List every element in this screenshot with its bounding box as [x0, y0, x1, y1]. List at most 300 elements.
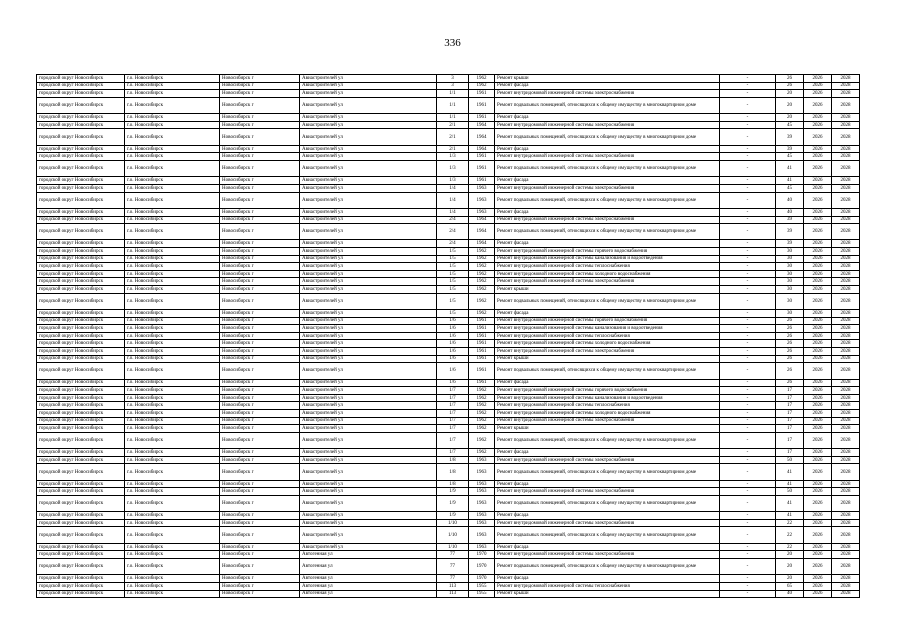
cell-municipal-district: городской округ Новосибирск	[37, 425, 125, 433]
cell-blank-mark: -	[720, 177, 776, 185]
cell-work-type: Ремонт подвальных помещений, относящихся к общему имуществу в многоквартирном доме	[495, 129, 720, 145]
cell-street: Авиастроителей ул	[300, 145, 437, 153]
cell-house-number: 1/6	[437, 355, 469, 363]
table-row	[37, 512, 860, 520]
cell-settlement: г.о. Новосибирск	[125, 75, 220, 83]
table-row	[37, 270, 860, 278]
cell-municipal-district: городской округ Новосибирск	[37, 160, 125, 176]
cell-build-year: 1955	[469, 583, 495, 591]
cell-build-year: 1961	[469, 114, 495, 122]
cell-work-type: Ремонт внутридомовой инженерной системы холодного водоснабжения	[495, 409, 720, 417]
cell-build-year: 1961	[469, 379, 495, 387]
cell-cost-index: 17	[776, 425, 804, 433]
cell-settlement: г.о. Новосибирск	[125, 286, 220, 294]
cell-cost-index: 17	[776, 402, 804, 410]
cell-locality: Новосибирск г	[220, 145, 300, 153]
cell-municipal-district: городской округ Новосибирск	[37, 286, 125, 294]
cell-start-year: 2026	[804, 488, 832, 496]
cell-settlement: г.о. Новосибирск	[125, 270, 220, 278]
cell-start-year: 2026	[804, 583, 832, 591]
cell-municipal-district: городской округ Новосибирск	[37, 153, 125, 161]
cell-start-year: 2026	[804, 340, 832, 348]
cell-blank-mark: -	[720, 121, 776, 129]
cell-settlement: г.о. Новосибирск	[125, 129, 220, 145]
cell-street: Авиастроителей ул	[300, 480, 437, 488]
cell-blank-mark: -	[720, 480, 776, 488]
cell-cost-index: 40	[776, 208, 804, 216]
cell-cost-index: 26	[776, 317, 804, 325]
cell-start-year: 2026	[804, 216, 832, 224]
cell-cost-index: 65	[776, 583, 804, 591]
cell-blank-mark: -	[720, 575, 776, 583]
cell-end-year: 2028	[832, 355, 860, 363]
table-row	[37, 527, 860, 543]
cell-start-year: 2026	[804, 590, 832, 598]
cell-locality: Новосибирск г	[220, 495, 300, 511]
cell-blank-mark: -	[720, 310, 776, 318]
cell-build-year: 1961	[469, 317, 495, 325]
cell-settlement: г.о. Новосибирск	[125, 456, 220, 464]
cell-municipal-district: городской округ Новосибирск	[37, 519, 125, 527]
table-row	[37, 340, 860, 348]
cell-blank-mark: -	[720, 456, 776, 464]
cell-work-type: Ремонт фасада	[495, 379, 720, 387]
cell-end-year: 2028	[832, 160, 860, 176]
cell-street: Авиастроителей ул	[300, 270, 437, 278]
cell-street: Авиастроителей ул	[300, 449, 437, 457]
cell-end-year: 2028	[832, 75, 860, 83]
cell-locality: Новосибирск г	[220, 160, 300, 176]
cell-cost-index: 17	[776, 449, 804, 457]
cell-work-type: Ремонт фасада	[495, 310, 720, 318]
cell-cost-index: 17	[776, 432, 804, 448]
cell-street: Авиастроителей ул	[300, 255, 437, 263]
cell-municipal-district: городской округ Новосибирск	[37, 432, 125, 448]
cell-blank-mark: -	[720, 278, 776, 286]
cell-end-year: 2028	[832, 432, 860, 448]
cell-cost-index: 30	[776, 270, 804, 278]
cell-settlement: г.о. Новосибирск	[125, 464, 220, 480]
cell-house-number: 1/9	[437, 512, 469, 520]
cell-cost-index: 41	[776, 480, 804, 488]
cell-cost-index: 26	[776, 325, 804, 333]
cell-cost-index: 50	[776, 456, 804, 464]
cell-cost-index: 30	[776, 293, 804, 309]
cell-end-year: 2028	[832, 240, 860, 248]
cell-work-type: Ремонт крыши	[495, 286, 720, 294]
table-row	[37, 192, 860, 208]
cell-settlement: г.о. Новосибирск	[125, 425, 220, 433]
cell-house-number: 1/4	[437, 184, 469, 192]
cell-street: Авиастроителей ул	[300, 129, 437, 145]
cell-locality: Новосибирск г	[220, 248, 300, 256]
cell-start-year: 2026	[804, 121, 832, 129]
cell-cost-index: 41	[776, 512, 804, 520]
table-row	[37, 432, 860, 448]
cell-municipal-district: городской округ Новосибирск	[37, 332, 125, 340]
cell-street: Авиастроителей ул	[300, 340, 437, 348]
cell-start-year: 2026	[804, 192, 832, 208]
cell-work-type: Ремонт внутридомовой инженерной системы холодного водоснабжения	[495, 340, 720, 348]
cell-street: Авиастроителей ул	[300, 519, 437, 527]
cell-build-year: 1963	[469, 192, 495, 208]
cell-settlement: г.о. Новосибирск	[125, 543, 220, 551]
cell-build-year: 1964	[469, 129, 495, 145]
cell-cost-index: 41	[776, 495, 804, 511]
cell-build-year: 1961	[469, 348, 495, 356]
cell-municipal-district: городской округ Новосибирск	[37, 559, 125, 575]
cell-locality: Новосибирск г	[220, 425, 300, 433]
cell-blank-mark: -	[720, 263, 776, 271]
cell-locality: Новосибирск г	[220, 270, 300, 278]
cell-house-number: 1/7	[437, 449, 469, 457]
cell-municipal-district: городской округ Новосибирск	[37, 495, 125, 511]
cell-start-year: 2026	[804, 145, 832, 153]
cell-work-type: Ремонт фасада	[495, 177, 720, 185]
cell-blank-mark: -	[720, 317, 776, 325]
cell-blank-mark: -	[720, 559, 776, 575]
cell-municipal-district: городской округ Новосибирск	[37, 575, 125, 583]
cell-locality: Новосибирск г	[220, 527, 300, 543]
cell-street: Авиастроителей ул	[300, 192, 437, 208]
cell-work-type: Ремонт подвальных помещений, относящихся к общему имуществу в многоквартирном доме	[495, 224, 720, 240]
cell-work-type: Ремонт внутридомовой инженерной системы электроснабжения	[495, 184, 720, 192]
cell-work-type: Ремонт внутридомовой инженерной системы канализования и водоотведения	[495, 255, 720, 263]
cell-municipal-district: городской округ Новосибирск	[37, 409, 125, 417]
cell-blank-mark: -	[720, 82, 776, 90]
cell-work-type: Ремонт фасада	[495, 114, 720, 122]
cell-work-type: Ремонт фасада	[495, 480, 720, 488]
cell-end-year: 2028	[832, 519, 860, 527]
cell-end-year: 2028	[832, 82, 860, 90]
cell-street: Авиастроителей ул	[300, 310, 437, 318]
cell-build-year: 1961	[469, 355, 495, 363]
cell-work-type: Ремонт подвальных помещений, относящихся к общему имуществу в многоквартирном доме	[495, 432, 720, 448]
table-row	[37, 379, 860, 387]
cell-blank-mark: -	[720, 208, 776, 216]
cell-end-year: 2028	[832, 512, 860, 520]
cell-house-number: 1/7	[437, 394, 469, 402]
cell-blank-mark: -	[720, 495, 776, 511]
table-body	[37, 75, 860, 598]
cell-work-type: Ремонт внутридомовой инженерной системы теплоснабжения	[495, 402, 720, 410]
cell-settlement: г.о. Новосибирск	[125, 332, 220, 340]
cell-cost-index: 39	[776, 145, 804, 153]
cell-cost-index: 20	[776, 575, 804, 583]
cell-street: Автогенная ул	[300, 575, 437, 583]
cell-end-year: 2028	[832, 286, 860, 294]
cell-municipal-district: городской округ Новосибирск	[37, 512, 125, 520]
table-row	[37, 310, 860, 318]
cell-locality: Новосибирск г	[220, 387, 300, 395]
cell-build-year: 1962	[469, 394, 495, 402]
cell-municipal-district: городской округ Новосибирск	[37, 145, 125, 153]
cell-cost-index: 30	[776, 286, 804, 294]
cell-end-year: 2028	[832, 480, 860, 488]
cell-cost-index: 41	[776, 177, 804, 185]
table-row	[37, 488, 860, 496]
cell-build-year: 1964	[469, 216, 495, 224]
cell-end-year: 2028	[832, 495, 860, 511]
cell-end-year: 2028	[832, 121, 860, 129]
cell-municipal-district: городской округ Новосибирск	[37, 240, 125, 248]
table-row	[37, 160, 860, 176]
cell-cost-index: 17	[776, 409, 804, 417]
cell-end-year: 2028	[832, 551, 860, 559]
cell-municipal-district: городской округ Новосибирск	[37, 417, 125, 425]
cell-municipal-district: городской округ Новосибирск	[37, 263, 125, 271]
cell-house-number: 1/7	[437, 409, 469, 417]
cell-work-type: Ремонт внутридомовой инженерной системы электроснабжения	[495, 456, 720, 464]
cell-work-type: Ремонт внутридомовой инженерной системы электроснабжения	[495, 90, 720, 98]
cell-blank-mark: -	[720, 387, 776, 395]
cell-locality: Новосибирск г	[220, 519, 300, 527]
cell-blank-mark: -	[720, 355, 776, 363]
cell-start-year: 2026	[804, 432, 832, 448]
cell-municipal-district: городской округ Новосибирск	[37, 278, 125, 286]
cell-street: Авиастроителей ул	[300, 456, 437, 464]
cell-house-number: 77	[437, 551, 469, 559]
cell-house-number: 1/3	[437, 160, 469, 176]
cell-municipal-district: городской округ Новосибирск	[37, 177, 125, 185]
cell-street: Авиастроителей ул	[300, 75, 437, 83]
cell-end-year: 2028	[832, 255, 860, 263]
cell-blank-mark: -	[720, 293, 776, 309]
cell-end-year: 2028	[832, 363, 860, 379]
cell-end-year: 2028	[832, 317, 860, 325]
cell-street: Автогенная ул	[300, 559, 437, 575]
table-row	[37, 332, 860, 340]
cell-municipal-district: городской округ Новосибирск	[37, 543, 125, 551]
cell-locality: Новосибирск г	[220, 240, 300, 248]
cell-locality: Новосибирск г	[220, 208, 300, 216]
cell-work-type: Ремонт внутридомовой инженерной системы электроснабжения	[495, 216, 720, 224]
cell-start-year: 2026	[804, 394, 832, 402]
cell-blank-mark: -	[720, 240, 776, 248]
cell-house-number: 2/4	[437, 240, 469, 248]
cell-settlement: г.о. Новосибирск	[125, 325, 220, 333]
cell-start-year: 2026	[804, 82, 832, 90]
cell-cost-index: 26	[776, 340, 804, 348]
cell-build-year: 1970	[469, 551, 495, 559]
cell-blank-mark: -	[720, 145, 776, 153]
cell-street: Авиастроителей ул	[300, 286, 437, 294]
cell-locality: Новосибирск г	[220, 402, 300, 410]
cell-house-number: 2/1	[437, 121, 469, 129]
cell-blank-mark: -	[720, 325, 776, 333]
cell-house-number: 1/10	[437, 519, 469, 527]
cell-settlement: г.о. Новосибирск	[125, 519, 220, 527]
cell-work-type: Ремонт внутридомовой инженерной системы горячего водоснабжения	[495, 387, 720, 395]
cell-settlement: г.о. Новосибирск	[125, 121, 220, 129]
cell-build-year: 1963	[469, 456, 495, 464]
table-row	[37, 543, 860, 551]
cell-work-type: Ремонт внутридомовой инженерной системы электроснабжения	[495, 121, 720, 129]
cell-blank-mark: -	[720, 432, 776, 448]
cell-cost-index: 22	[776, 543, 804, 551]
cell-cost-index: 39	[776, 240, 804, 248]
cell-build-year: 1962	[469, 82, 495, 90]
cell-street: Авиастроителей ул	[300, 325, 437, 333]
cell-municipal-district: городской округ Новосибирск	[37, 402, 125, 410]
cell-settlement: г.о. Новосибирск	[125, 90, 220, 98]
cell-end-year: 2028	[832, 293, 860, 309]
cell-build-year: 1962	[469, 255, 495, 263]
cell-locality: Новосибирск г	[220, 153, 300, 161]
cell-cost-index: 17	[776, 387, 804, 395]
cell-municipal-district: городской округ Новосибирск	[37, 97, 125, 113]
table-row	[37, 263, 860, 271]
table-row	[37, 456, 860, 464]
cell-start-year: 2026	[804, 153, 832, 161]
cell-street: Авиастроителей ул	[300, 153, 437, 161]
cell-municipal-district: городской округ Новосибирск	[37, 224, 125, 240]
cell-build-year: 1962	[469, 270, 495, 278]
cell-start-year: 2026	[804, 559, 832, 575]
cell-build-year: 1970	[469, 559, 495, 575]
cell-work-type: Ремонт внутридомовой инженерной системы канализования и водоотведения	[495, 325, 720, 333]
cell-settlement: г.о. Новосибирск	[125, 583, 220, 591]
cell-house-number: 1/7	[437, 417, 469, 425]
cell-locality: Новосибирск г	[220, 325, 300, 333]
cell-blank-mark: -	[720, 409, 776, 417]
cell-locality: Новосибирск г	[220, 456, 300, 464]
table-row	[37, 325, 860, 333]
cell-street: Авиастроителей ул	[300, 355, 437, 363]
cell-work-type: Ремонт фасада	[495, 575, 720, 583]
cell-work-type: Ремонт фасада	[495, 449, 720, 457]
cell-start-year: 2026	[804, 332, 832, 340]
cell-blank-mark: -	[720, 97, 776, 113]
cell-street: Авиастроителей ул	[300, 278, 437, 286]
cell-work-type: Ремонт фасада	[495, 82, 720, 90]
cell-cost-index: 39	[776, 129, 804, 145]
cell-settlement: г.о. Новосибирск	[125, 432, 220, 448]
cell-street: Авиастроителей ул	[300, 402, 437, 410]
cell-street: Авиастроителей ул	[300, 512, 437, 520]
cell-blank-mark: -	[720, 270, 776, 278]
cell-house-number: 113	[437, 583, 469, 591]
cell-locality: Новосибирск г	[220, 184, 300, 192]
cell-cost-index: 20	[776, 551, 804, 559]
cell-end-year: 2028	[832, 184, 860, 192]
cell-build-year: 1961	[469, 153, 495, 161]
cell-end-year: 2028	[832, 590, 860, 598]
cell-locality: Новосибирск г	[220, 543, 300, 551]
cell-build-year: 1955	[469, 590, 495, 598]
cell-build-year: 1961	[469, 340, 495, 348]
table-row	[37, 184, 860, 192]
cell-street: Авиастроителей ул	[300, 216, 437, 224]
cell-street: Авиастроителей ул	[300, 527, 437, 543]
cell-build-year: 1964	[469, 121, 495, 129]
cell-municipal-district: городской округ Новосибирск	[37, 480, 125, 488]
cell-start-year: 2026	[804, 417, 832, 425]
cell-locality: Новосибирск г	[220, 192, 300, 208]
table-row	[37, 153, 860, 161]
table-row	[37, 278, 860, 286]
cell-house-number: 1/8	[437, 456, 469, 464]
cell-municipal-district: городской округ Новосибирск	[37, 325, 125, 333]
cell-municipal-district: городской округ Новосибирск	[37, 355, 125, 363]
cell-blank-mark: -	[720, 519, 776, 527]
cell-blank-mark: -	[720, 551, 776, 559]
cell-settlement: г.о. Новосибирск	[125, 363, 220, 379]
table-row	[37, 480, 860, 488]
cell-settlement: г.о. Новосибирск	[125, 394, 220, 402]
cell-locality: Новосибирск г	[220, 488, 300, 496]
cell-blank-mark: -	[720, 402, 776, 410]
cell-end-year: 2028	[832, 417, 860, 425]
cell-work-type: Ремонт фасада	[495, 512, 720, 520]
cell-blank-mark: -	[720, 527, 776, 543]
cell-house-number: 1/6	[437, 325, 469, 333]
cell-street: Авиастроителей ул	[300, 363, 437, 379]
cell-settlement: г.о. Новосибирск	[125, 177, 220, 185]
cell-start-year: 2026	[804, 270, 832, 278]
cell-street: Авиастроителей ул	[300, 317, 437, 325]
cell-street: Авиастроителей ул	[300, 379, 437, 387]
cell-end-year: 2028	[832, 145, 860, 153]
cell-end-year: 2028	[832, 224, 860, 240]
cell-start-year: 2026	[804, 240, 832, 248]
cell-municipal-district: городской округ Новосибирск	[37, 348, 125, 356]
cell-house-number: 1/7	[437, 387, 469, 395]
cell-settlement: г.о. Новосибирск	[125, 255, 220, 263]
cell-settlement: г.о. Новосибирск	[125, 409, 220, 417]
cell-cost-index: 41	[776, 464, 804, 480]
cell-build-year: 1963	[469, 184, 495, 192]
cell-house-number: 1/6	[437, 340, 469, 348]
cell-settlement: г.о. Новосибирск	[125, 114, 220, 122]
table-row	[37, 417, 860, 425]
cell-house-number: 1/1	[437, 90, 469, 98]
cell-work-type: Ремонт фасада	[495, 208, 720, 216]
cell-municipal-district: городской округ Новосибирск	[37, 590, 125, 598]
cell-build-year: 1961	[469, 160, 495, 176]
cell-settlement: г.о. Новосибирск	[125, 379, 220, 387]
table-row	[37, 559, 860, 575]
cell-start-year: 2026	[804, 551, 832, 559]
cell-municipal-district: городской округ Новосибирск	[37, 121, 125, 129]
cell-start-year: 2026	[804, 224, 832, 240]
cell-settlement: г.о. Новосибирск	[125, 575, 220, 583]
cell-build-year: 1962	[469, 417, 495, 425]
cell-locality: Новосибирск г	[220, 348, 300, 356]
cell-build-year: 1970	[469, 575, 495, 583]
cell-settlement: г.о. Новосибирск	[125, 355, 220, 363]
cell-work-type: Ремонт фасада	[495, 240, 720, 248]
cell-start-year: 2026	[804, 129, 832, 145]
cell-settlement: г.о. Новосибирск	[125, 340, 220, 348]
cell-house-number: 1/6	[437, 379, 469, 387]
cell-cost-index: 20	[776, 90, 804, 98]
cell-build-year: 1962	[469, 449, 495, 457]
cell-cost-index: 41	[776, 160, 804, 176]
cell-municipal-district: городской округ Новосибирск	[37, 75, 125, 83]
cell-start-year: 2026	[804, 293, 832, 309]
cell-cost-index: 22	[776, 527, 804, 543]
cell-street: Авиастроителей ул	[300, 417, 437, 425]
cell-blank-mark: -	[720, 216, 776, 224]
cell-house-number: 1/4	[437, 208, 469, 216]
cell-settlement: г.о. Новосибирск	[125, 160, 220, 176]
cell-house-number: 2/4	[437, 216, 469, 224]
cell-locality: Новосибирск г	[220, 129, 300, 145]
cell-house-number: 1/5	[437, 310, 469, 318]
cell-cost-index: 26	[776, 363, 804, 379]
cell-settlement: г.о. Новосибирск	[125, 82, 220, 90]
